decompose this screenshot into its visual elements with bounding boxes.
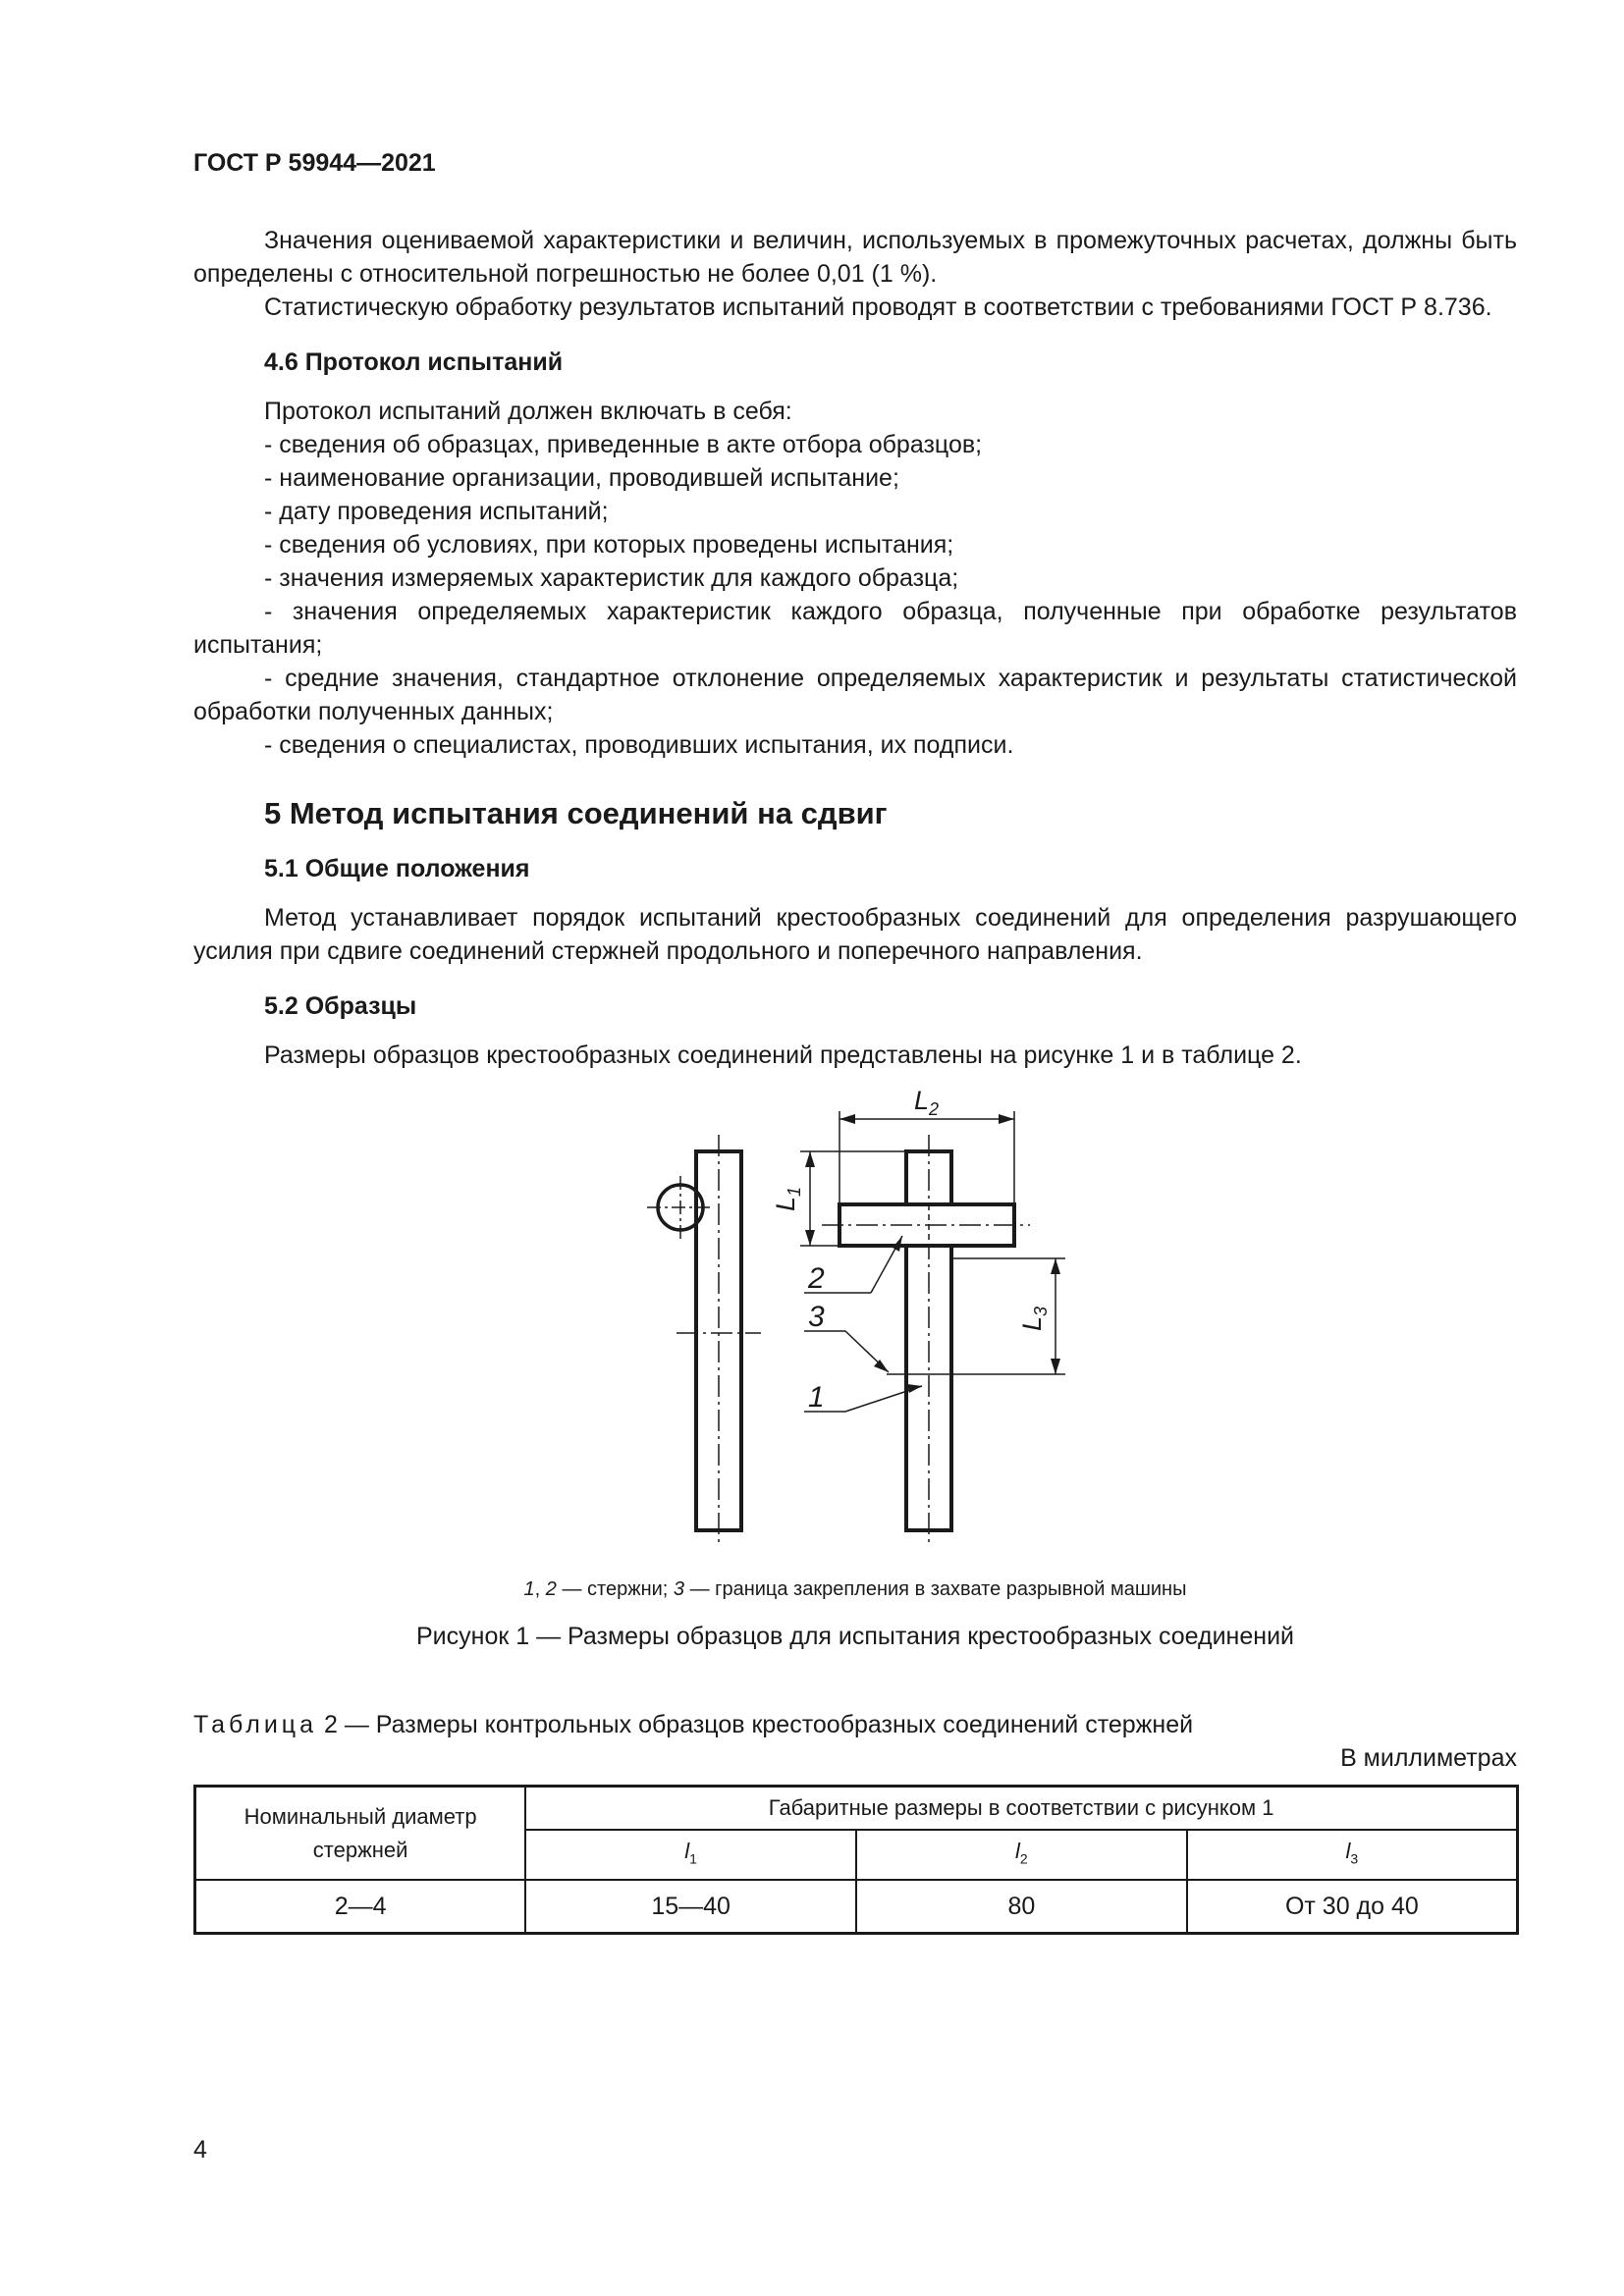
- list-item: - сведения о специалистах, проводивших испытания, их подписи.: [264, 731, 1014, 759]
- cross-joint-diagram: [193, 1086, 1517, 1567]
- arrowhead: [805, 1151, 815, 1167]
- header-l1: $l_1$: [525, 1830, 856, 1880]
- paragraph-precision: Значения оцениваемой характеристики и величин, используемых в промежуточных расчетах, должны быть определены с относительной погрешностью не более 0,01 (1 %).: [193, 227, 1517, 288]
- arrowhead: [999, 1114, 1014, 1124]
- dim-label-l3: $L_3$: [1017, 1306, 1051, 1331]
- heading-5: 5 Метод испытания соединений на сдвиг: [264, 796, 888, 830]
- arrowhead: [1051, 1258, 1060, 1274]
- table-units: В миллиметрах: [1340, 1744, 1517, 1772]
- heading-4-6: 4.6 Протокол испытаний: [264, 348, 564, 376]
- heading-5-1: 5.1 Общие положения: [264, 855, 530, 882]
- paragraph-5-2: Размеры образцов крестообразных соединений представлены на рисунке 1 и в таблице 2.: [264, 1041, 1302, 1069]
- protocol-list: [193, 428, 1517, 595]
- table-caption: Таблица 2 — Размеры контрольных образцов крестообразных соединений стержней: [193, 1711, 1194, 1738]
- callout-3: 3: [808, 1301, 825, 1333]
- list-item: - наименование организации, проводившей испытание;: [264, 464, 899, 492]
- cell-l1: 15—40: [525, 1880, 856, 1934]
- arrowhead: [1051, 1359, 1060, 1374]
- figure-1-drawing: [193, 1086, 1517, 1567]
- table-row: [195, 1880, 1518, 1934]
- list-item: - сведения об условиях, при которых проведены испытания;: [264, 531, 954, 559]
- dim-label-l1: $L_1$: [771, 1186, 804, 1211]
- cell-l3: От 30 до 40: [1187, 1880, 1518, 1934]
- list-item: - сведения об образцах, приведенные в акте отбора образцов;: [264, 431, 983, 458]
- list-item: - дату проведения испытаний;: [264, 498, 609, 525]
- figure-legend: 1, 2 — стержни; 3 — граница закрепления в захвате разрывной машины: [523, 1578, 1187, 1600]
- page-content: [193, 224, 1517, 1935]
- list-item: - значения определяемых характеристик каждого образца, полученные при обработке результатов испытания;: [193, 598, 1517, 659]
- list-item: - средние значения, стандартное отклонение определяемых характеристик и результаты статистической обработки полученных данных;: [193, 665, 1517, 725]
- arrowhead: [874, 1360, 889, 1372]
- figure-caption: Рисунок 1 — Размеры образцов для испытания крестообразных соединений: [416, 1623, 1294, 1650]
- paragraph-5-1: Метод устанавливает порядок испытаний крестообразных соединений для определения разрушающего усилия при сдвиге соединений стержней продольного и поперечного направления.: [193, 904, 1517, 965]
- protocol-intro: Протокол испытаний должен включать в себя:: [264, 398, 792, 425]
- list-item: - значения измеряемых характеристик для каждого образца;: [264, 564, 959, 592]
- paragraph-statistics: Статистическую обработку результатов испытаний проводят в соответствии с требованиями ГОСТ Р 8.736.: [264, 294, 1492, 321]
- dimensions-table: [193, 1785, 1519, 1935]
- dim-label-l2: $L_2$: [914, 1086, 940, 1119]
- header-l3: $l_3$: [1187, 1830, 1518, 1880]
- arrowhead: [805, 1230, 815, 1246]
- page-number: 4: [193, 2136, 207, 2163]
- heading-5-2: 5.2 Образцы: [264, 992, 417, 1020]
- callout-2: 2: [808, 1262, 825, 1295]
- arrowhead: [907, 1384, 922, 1393]
- header-dimensions: Габаритные размеры в соответствии с рисунком 1: [525, 1787, 1517, 1831]
- cell-diameter: 2—4: [195, 1880, 526, 1934]
- header-l2: $l_2$: [856, 1830, 1187, 1880]
- document-header: ГОСТ Р 59944—2021: [193, 149, 436, 177]
- cell-l2: 80: [856, 1880, 1187, 1934]
- callout-1: 1: [808, 1381, 825, 1414]
- arrowhead: [839, 1114, 855, 1124]
- header-diameter: Номинальный диаметр стержней: [195, 1787, 526, 1881]
